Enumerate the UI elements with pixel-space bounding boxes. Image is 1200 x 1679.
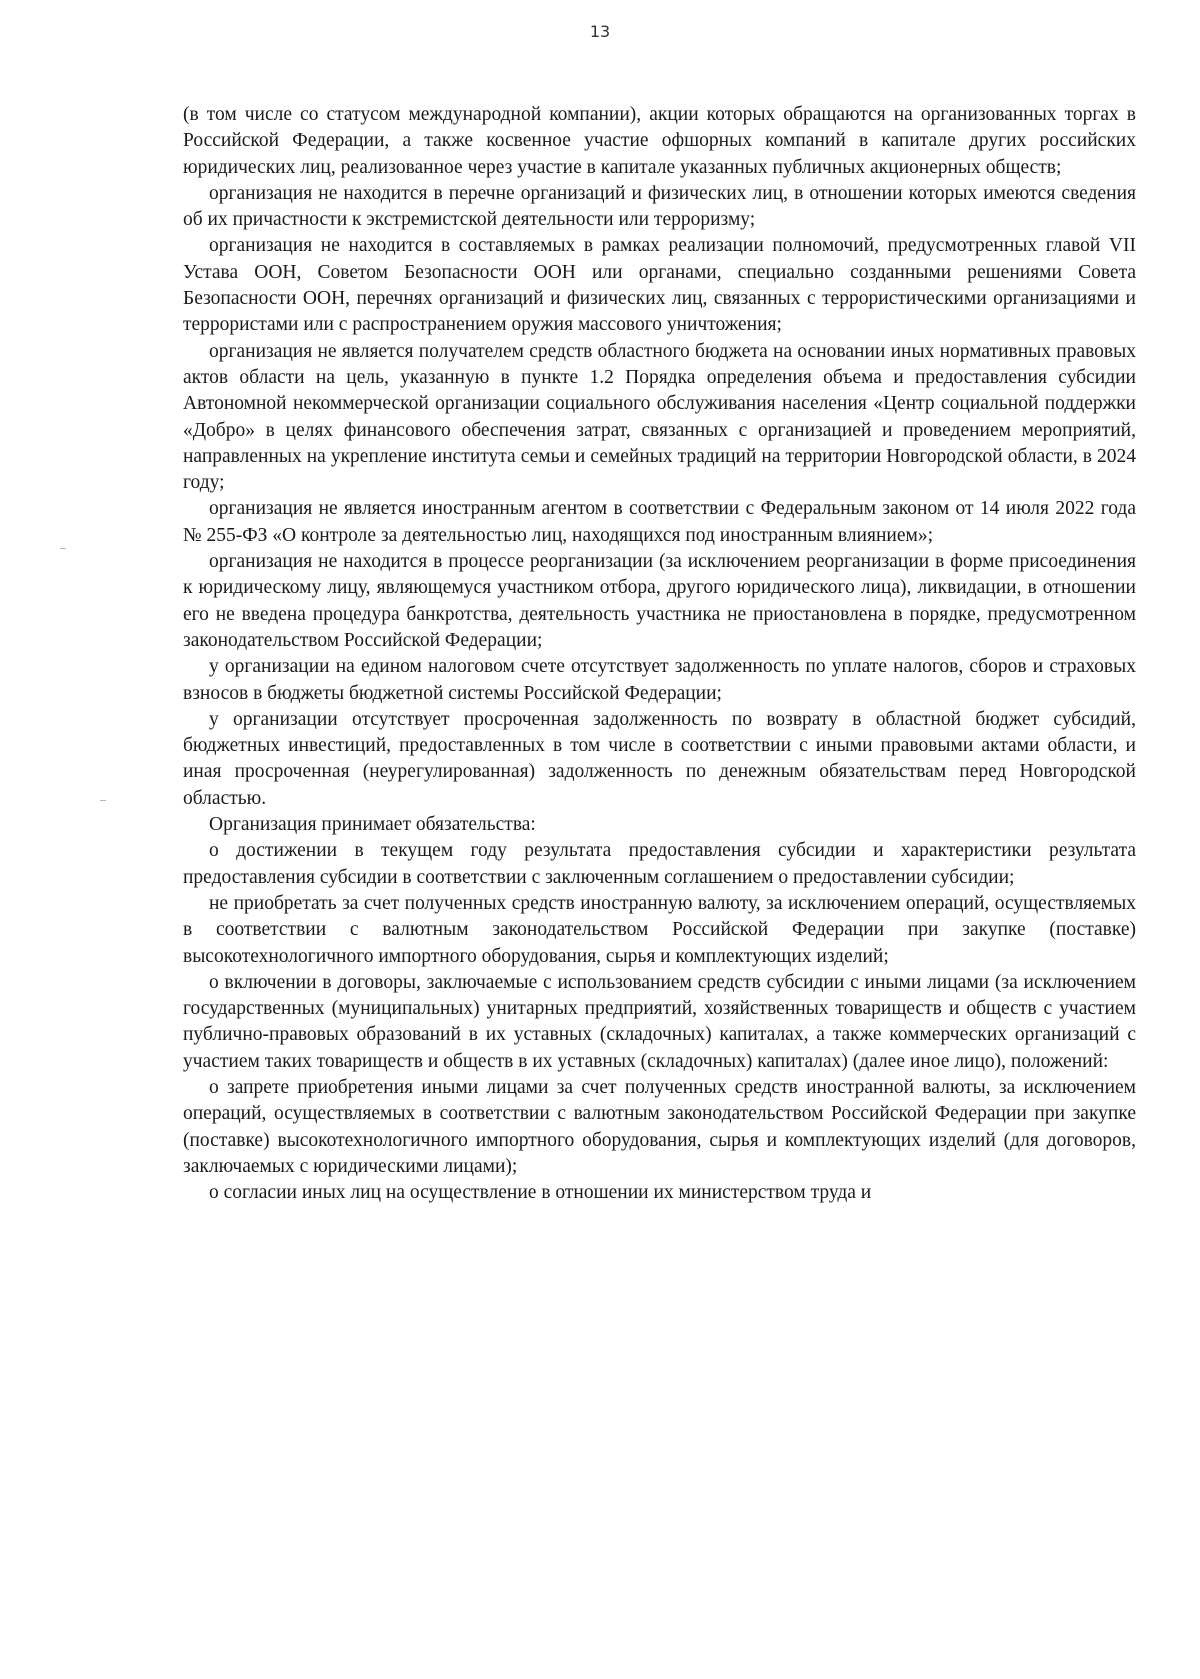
page-number: 13 xyxy=(589,22,611,41)
document-body xyxy=(183,102,1136,1206)
paragraph: организация не является получателем средств областного бюджета на основании иных нормативных правовых актов области на цель, указанную в пункте 1.2 Порядка определения объема и предоставления субсидии Автономной некоммерческой организации социального обслуживания населения «Центр социальной поддержки «Добро» в целях финансового обеспечения затрат, связанных с организацией и проведением мероприятий, направленных на укрепление института семьи и семейных традиций на территории Новгородской области, в 2024 году; xyxy=(183,340,1136,494)
scan-margin-mark xyxy=(100,800,106,801)
paragraph: Организация принимает обязательства: xyxy=(209,814,536,836)
paragraph: организация не находится в процессе реорганизации (за исключением реорганизации в форме присоединения к юридическому лицу, являющемуся участником отбора, другого юридического лица), ликвидации, в отношении его не введена процедура банкротства, деятельность участника не приостановлена в порядке, предусмотренном законодательством Российской Федерации; xyxy=(183,551,1136,651)
paragraph: организация не является иностранным агентом в соответствии с Федеральным законом от 14 июля 2022 года № 255-ФЗ «О контроле за деятельностью лиц, находящихся под иностранным влиянием»; xyxy=(183,498,1136,546)
paragraph: организация не находится в перечне организаций и физических лиц, в отношении которых имеются сведения об их причастности к экстремистской деятельности или терроризму; xyxy=(183,182,1136,231)
paragraph: (в том числе со статусом международной компании), акции которых обращаются на организованных торгах в Российской Федерации, а также косвенное участие офшорных компаний в капитале других российских юридических лиц, реализованное через участие в капитале указанных публичных акционерных обществ; xyxy=(183,104,1136,178)
paragraph: у организации на едином налоговом счете отсутствует задолженность по уплате налогов, сборов и страховых взносов в бюджеты бюджетной системы Российской Федерации; xyxy=(183,656,1136,704)
paragraph: о согласии иных лиц на осуществление в отношении их министерством труда и xyxy=(209,1182,872,1204)
paragraph: у организации отсутствует просроченная задолженность по возврату в областной бюджет субсидий, бюджетных инвестиций, предоставленных в том числе в соответствии с иными правовыми актами области, и иная просроченная (неурегулированная) задолженность по денежным обязательствам перед Новгородской областью. xyxy=(183,708,1136,809)
paragraph: не приобретать за счет полученных средств иностранную валюту, за исключением операций, осуществляемых в соответствии с валютным законодательством Российской Федерации при закупке (поставке) высокотехнологичного импортного оборудования, сырья и комплектующих изделий; xyxy=(183,892,1136,967)
scan-margin-mark xyxy=(60,548,66,549)
paragraph: о достижении в текущем году результата предоставления субсидии и характеристики результата предоставления субсидии в соответствии с заключенным соглашением о предоставлении субсидии; xyxy=(183,840,1136,888)
paragraph: о запрете приобретения иными лицами за счет полученных средств иностранной валюты, за исключением операций, осуществляемых в соответствии с валютным законодательством Российской Федерации при закупке (поставке) высокотехнологичного импортного оборудования, сырья и комплектующих изделий (для договоров, заключаемых с юридическими лицами); xyxy=(183,1076,1136,1177)
paragraph: организация не находится в составляемых в рамках реализации полномочий, предусмотренных главой VII Устава ООН, Советом Безопасности ООН или органами, специально созданными решениями Совета Безопасности ООН, перечнях организаций и физических лиц, связанных с террористическими организациями и террористами или с распространением оружия массового уничтожения; xyxy=(183,235,1136,336)
paragraph: о включении в договоры, заключаемые с использованием средств субсидии с иными лицами (за исключением государственных (муниципальных) унитарных предприятий, хозяйственных товариществ и обществ с участием публично-правовых образований в их уставных (складочных) капиталах, а также коммерческих организаций с участием таких товариществ и обществ в их уставных (складочных) капиталах) (далее иное лицо), положений: xyxy=(183,971,1136,1072)
